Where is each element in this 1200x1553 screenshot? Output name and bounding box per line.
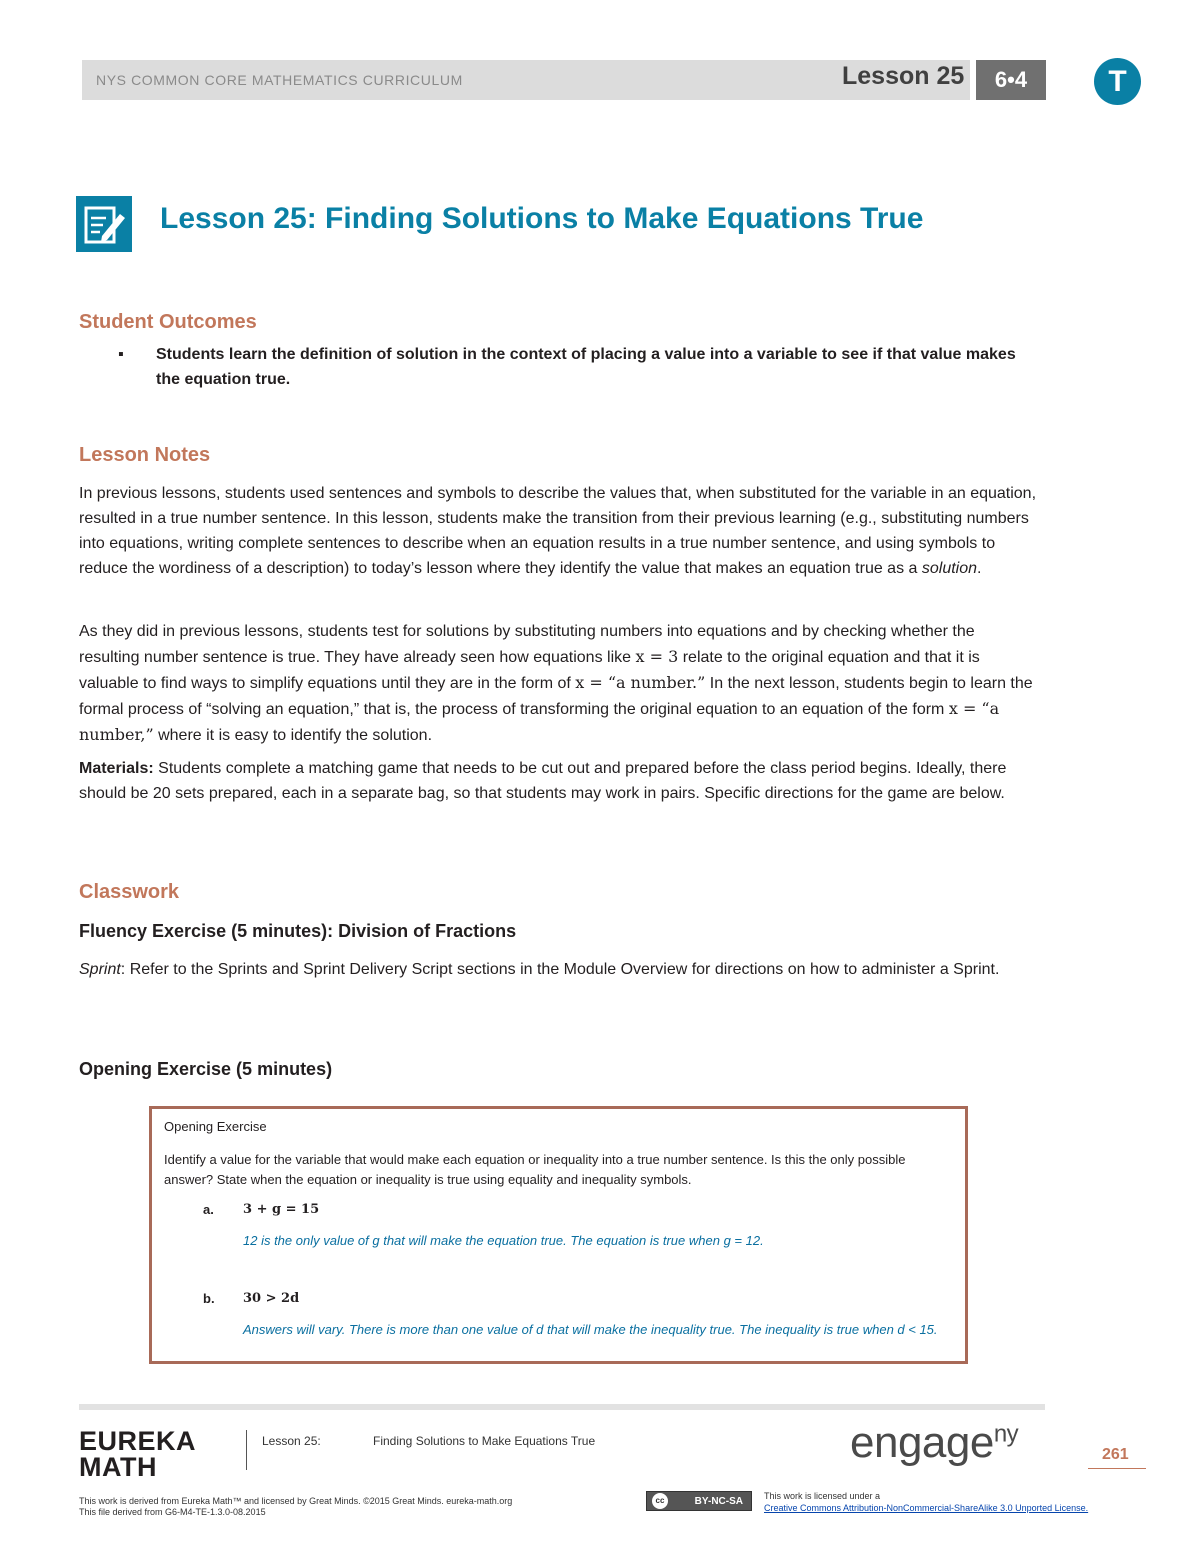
exercise-box-title: Opening Exercise: [164, 1119, 267, 1134]
sprint-label: Sprint: [79, 961, 121, 978]
eureka-logo-line1: EUREKA: [79, 1426, 197, 1456]
materials-text: Students complete a matching game that needs to be cut out and prepared before the class period begins. Ideally, there should be 20 sets prepared, each in a separate bag, so that students may work in pairs. Specific directions for the game are below.: [79, 760, 1007, 802]
derived-line1: This work is derived from Eureka Math™ and licensed by Great Minds. ©2015 Great Minds. eureka-math.org: [79, 1496, 513, 1506]
footer-rule: [79, 1404, 1045, 1410]
curriculum-title: NYS COMMON CORE MATHEMATICS CURRICULUM: [96, 72, 463, 88]
item-a-equation: 3 + g = 15: [243, 1202, 320, 1217]
sprint-paragraph: [79, 957, 1039, 982]
cc-license-badge[interactable]: BY-NC-SA: [646, 1491, 752, 1511]
eq-x-number-1: x = “a number.”: [575, 673, 706, 692]
cc-icon: cc: [652, 1493, 668, 1509]
derived-line2: This file derived from G6-M4-TE-1.3.0-08.2015: [79, 1507, 266, 1517]
notes-p1-text: In previous lessons, students used sentences and symbols to describe the values that, when substituted for the variable in an equation, resulted in a true number sentence. In this lesson, students make the transition from their previous learning (e.g., substituting numbers into equations, writing complete sentences to describe when an equation results in a true number sentence, and using symbols to reduce the wordiness of a description) to today’s lesson where they identify the value that makes an equation true as a: [79, 485, 1037, 577]
engageny-logo: [850, 1418, 1018, 1468]
student-outcomes-heading: Student Outcomes: [79, 311, 257, 333]
notes-p1-end: .: [977, 560, 982, 577]
materials-label: Materials:: [79, 760, 154, 777]
opening-exercise-heading: Opening Exercise (5 minutes): [79, 1059, 333, 1079]
classwork-heading: Classwork: [79, 881, 180, 903]
header-lesson: Lesson 25: [842, 62, 965, 90]
footer-lesson: Lesson 25:: [262, 1434, 321, 1448]
engage-sup: ny: [993, 1420, 1019, 1448]
engage-text: engage: [850, 1418, 994, 1467]
footer-divider: [246, 1430, 247, 1470]
notebook-pencil-icon: [76, 196, 132, 252]
item-b-equation: 30 > 2d: [243, 1291, 300, 1306]
eureka-logo-line2: MATH: [79, 1452, 157, 1482]
page-number: 261: [1102, 1446, 1129, 1463]
notes-p2-a: As they did in previous lessons, students test for solutions by substituting numbers into equations and by checking whether the resulting number sentence is true. They have already seen how equations like: [79, 623, 975, 666]
eq-x-3: x = 3: [635, 647, 679, 666]
license-link[interactable]: Creative Commons Attribution-NonCommercial-ShareAlike 3.0 Unported License.: [764, 1503, 1089, 1513]
item-b-label: b.: [203, 1291, 215, 1306]
footer-lesson-name: Finding Solutions to Make Equations True: [373, 1434, 596, 1448]
sprint-text: : Refer to the Sprints and Sprint Delivery Script sections in the Module Overview for directions on how to administer a Sprint.: [120, 961, 1000, 978]
item-b-answer: Answers will vary. There is more than one value of d that will make the inequality true. The inequality is true when d < 15.: [243, 1322, 938, 1337]
notes-p2-d: where it is easy to identify the solution.: [153, 727, 433, 744]
item-a-answer: 12 is the only value of g that will make the equation true. The equation is true when g = 12.: [243, 1233, 764, 1248]
teacher-badge: T: [1094, 58, 1141, 105]
lesson-notes-paragraph-1: [79, 481, 1039, 581]
license-line1: This work is licensed under a: [764, 1491, 881, 1501]
fluency-heading: Fluency Exercise (5 minutes): Division of Fractions: [79, 921, 517, 941]
item-a-label: a.: [203, 1202, 214, 1217]
eq-x-number-2: x = “a number,”: [79, 699, 1000, 744]
bullet-icon: ▪: [118, 346, 124, 363]
notes-p1-em: solution: [921, 560, 978, 577]
lesson-title: Lesson 25: Finding Solutions to Make Equations True: [160, 202, 924, 235]
lesson-notes-paragraph-2: [79, 619, 1039, 748]
notes-p2-c: In the next lesson, students begin to learn the formal process of “solving an equation,” that is, the process of transforming the original equation to an equation of the form: [79, 675, 1033, 718]
lesson-notes-heading: Lesson Notes: [79, 444, 211, 466]
page-number-underline: [1088, 1468, 1146, 1469]
materials-paragraph: [79, 756, 1039, 806]
grade-module-badge: 6•4: [976, 60, 1046, 100]
license-notice: [764, 1490, 1088, 1514]
notes-p2-b: relate to the original equation and that it is valuable to find ways to simplify equations until they are in the form of: [79, 649, 980, 692]
derived-notice: [79, 1496, 512, 1518]
exercise-prompt: Identify a value for the variable that would make each equation or inequality into a true number sentence. Is this the only possible answer? State when the equation or inequality is true using equality and inequality symbols.: [164, 1152, 906, 1187]
eureka-math-logo: [79, 1428, 196, 1480]
outcome-text: Students learn the definition of solution in the context of placing a value into a variable to see if that value makes the equation true.: [156, 346, 1016, 388]
